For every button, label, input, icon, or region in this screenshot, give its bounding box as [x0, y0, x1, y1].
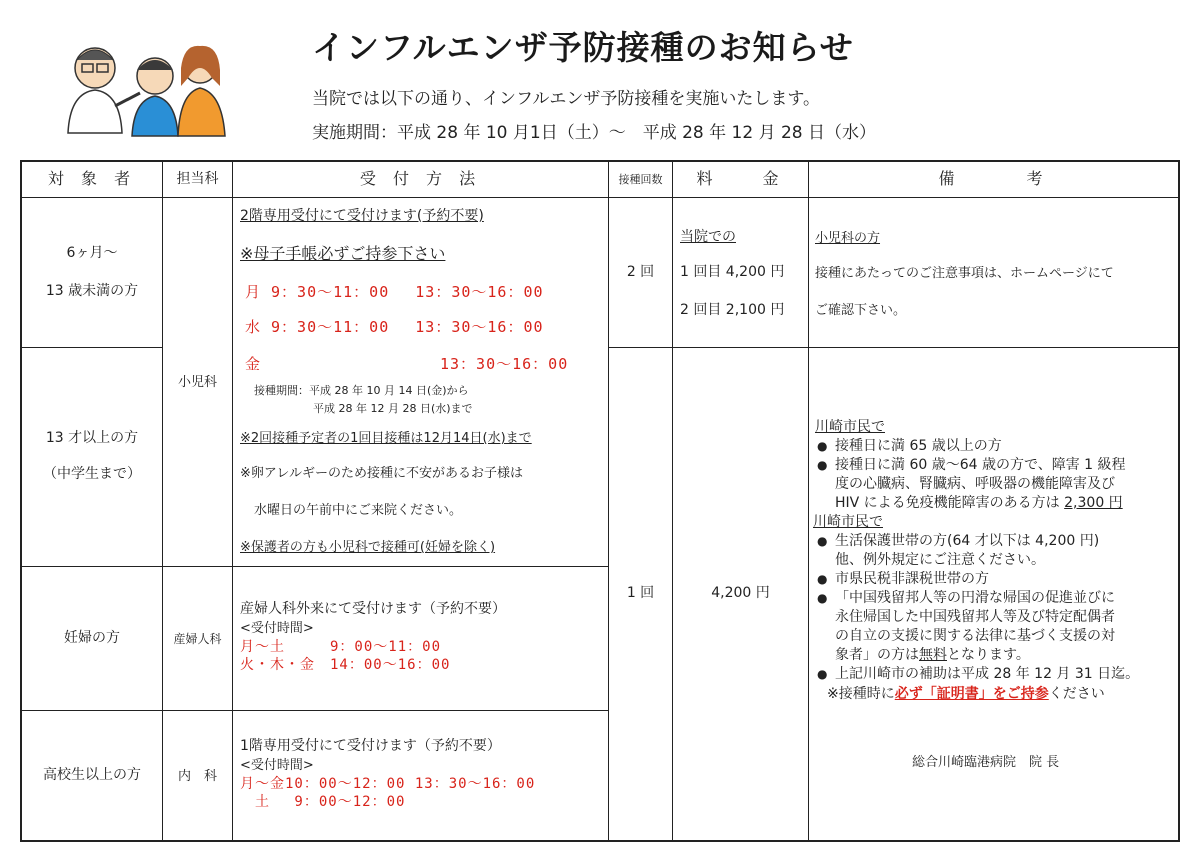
pediatric-monday-hours: 月 9：30～11：00 13：30～16：00	[245, 283, 544, 301]
fee-child-label: 当院での	[680, 229, 736, 245]
notes-child-line2: ご確認下さい。	[815, 303, 907, 318]
pediatric-friday-label: 金	[245, 355, 262, 373]
dept-internal: 内 科	[177, 769, 217, 784]
notes-bullet-60-64-line1: ● 接種日に満 60 歳～64 歳の方で、障害 1 級程	[835, 457, 1126, 473]
count-twice: 2 回	[626, 264, 655, 280]
page-title: インフルエンザ予防接種のお知らせ	[312, 28, 854, 67]
target-teen-line2: （中学生まで）	[43, 466, 141, 482]
notes-bullet-welfare-line1: ● 生活保護世帯の方(64 才以下は 4,200 円)	[835, 533, 1100, 549]
certificate-warning: ※接種時に必ず「証明書」をご持参ください	[827, 686, 1105, 702]
internal-reception-weekday: 月～金10：00～12：00 13：30～16：00	[240, 776, 536, 792]
obgyn-reception-afternoon: 火・木・金 14：00～16：00	[240, 657, 451, 673]
guardian-note: ※保護者の方も小児科で接種可(妊婦を除く)	[240, 540, 496, 555]
header-notes: 備 考	[938, 169, 1049, 188]
internal-reception-hours-label: <受付時間>	[240, 758, 314, 773]
notes-free: 無料	[919, 647, 947, 663]
notes-bullet-china-line3: の自立の支援に関する法律に基づく支援の対	[835, 628, 1115, 644]
egg-allergy-note-line2: 水曜日の午前中にご来院ください。	[254, 503, 463, 518]
notes-bullet-china-line4: 象者」の方は無料となります。	[835, 647, 1030, 663]
fee-child-first: 1 回目 4,200 円	[680, 264, 785, 280]
notes-bullet-china-returnees	[815, 589, 1175, 665]
mother-child-handbook-note: ※母子手帳必ずご持参下さい	[240, 244, 446, 263]
header-count: 接種回数	[618, 173, 663, 186]
obgyn-reception-hours-label: <受付時間>	[240, 621, 314, 636]
notes-heading-kawasaki-1: 川崎市民で	[815, 419, 885, 435]
header-target: 対 象 者	[47, 169, 137, 188]
notes-bullet-subsidy-deadline: ● 上記川崎市の補助は平成 28 年 12 月 31 日迄。	[815, 665, 1175, 684]
header-fee: 料 金	[696, 169, 785, 188]
target-child-line2: 13 歳未満の方	[45, 283, 139, 299]
obgyn-reception-line1: 産婦人科外来にて受付けます（予約不要）	[240, 601, 506, 617]
notes-bullet-tax-exempt: ● 市県民税非課税世帯の方	[815, 570, 1175, 589]
notes-bullet-welfare	[815, 532, 1175, 570]
notes-bullet-60-64-line3: HIV による免疫機能障害のある方は 2,300 円	[835, 495, 1123, 511]
egg-allergy-note-line1: ※卵アレルギーのため接種に不安があるお子様は	[240, 466, 524, 481]
target-pregnant: 妊婦の方	[64, 630, 120, 646]
implementation-period: 実施期間：平成 28 年 10 月1日（土）～ 平成 28 年 12 月 28 日（水）	[312, 123, 877, 143]
fee-child-second: 2 回目 2,100 円	[680, 302, 785, 318]
dept-obgyn: 産婦人科	[173, 632, 222, 646]
pediatric-reception-line1: 2階専用受付にて受付けます(予約不要)	[240, 208, 484, 224]
notes-bullet-china-line1: ● 「中国残留邦人等の円滑な帰国の促進並びに	[835, 590, 1115, 606]
notes-bullet-welfare-line2: 他、例外規定にご注意ください。	[835, 552, 1045, 568]
pediatric-wednesday-hours: 水 9：30～11：00 13：30～16：00	[245, 318, 544, 336]
dept-pediatrics: 小児科	[177, 375, 217, 390]
notes-bullet-60-64	[815, 456, 1175, 513]
hospital-signature: 総合川崎臨港病院 院 長	[912, 755, 1060, 770]
internal-reception-line1: 1階専用受付にて受付けます（予約不要）	[240, 738, 501, 754]
pediatric-friday-hours: 13：30～16：00	[440, 355, 569, 373]
second-dose-note: ※2回接種予定者の1回目接種は12月14日(水)まで	[240, 431, 532, 446]
internal-reception-saturday: 土 9：00～12：00	[240, 794, 406, 810]
count-once: 1 回	[626, 585, 655, 601]
notes-child-label: 小児科の方	[815, 231, 881, 246]
target-teen-line1: 13 才以上の方	[45, 430, 139, 446]
certificate-warning-emphasis: 必ず「証明書」をご持参	[894, 686, 1049, 702]
notes-child-line1: 接種にあたってのご注意事項は、ホームページにて	[815, 266, 1114, 281]
target-adult: 高校生以上の方	[43, 767, 141, 783]
header-reception: 受 付 方 法	[359, 169, 482, 188]
obgyn-reception-morning: 月～土 9：00～11：00	[240, 639, 442, 655]
notes-others	[815, 418, 1175, 704]
pediatric-period-line1: 接種期間：平成 28 年 10 月 14 日(金)から	[254, 384, 469, 397]
notes-bullet-60-64-line2: 度の心臓病、腎臓病、呼吸器の機能障害及び	[835, 476, 1115, 492]
fee-others: 4,200 円	[711, 585, 770, 601]
notes-heading-kawasaki-2: 川崎市民で	[813, 514, 883, 530]
pediatric-period-line2: 平成 28 年 12 月 28 日(水)まで	[313, 402, 473, 415]
header-dept: 担当科	[176, 171, 219, 187]
notes-bullet-china-line2: 永住帰国した中国残留邦人等及び特定配偶者	[835, 609, 1115, 625]
intro-text: 当院では以下の通り、インフルエンザ予防接種を実施いたします。	[312, 89, 820, 109]
vaccination-illustration	[60, 38, 230, 138]
notes-bullet-65: ● 接種日に満 65 歳以上の方	[815, 437, 1175, 456]
notes-price-2300: 2,300 円	[1064, 495, 1123, 511]
target-child-line1: 6ヶ月～	[66, 245, 118, 261]
